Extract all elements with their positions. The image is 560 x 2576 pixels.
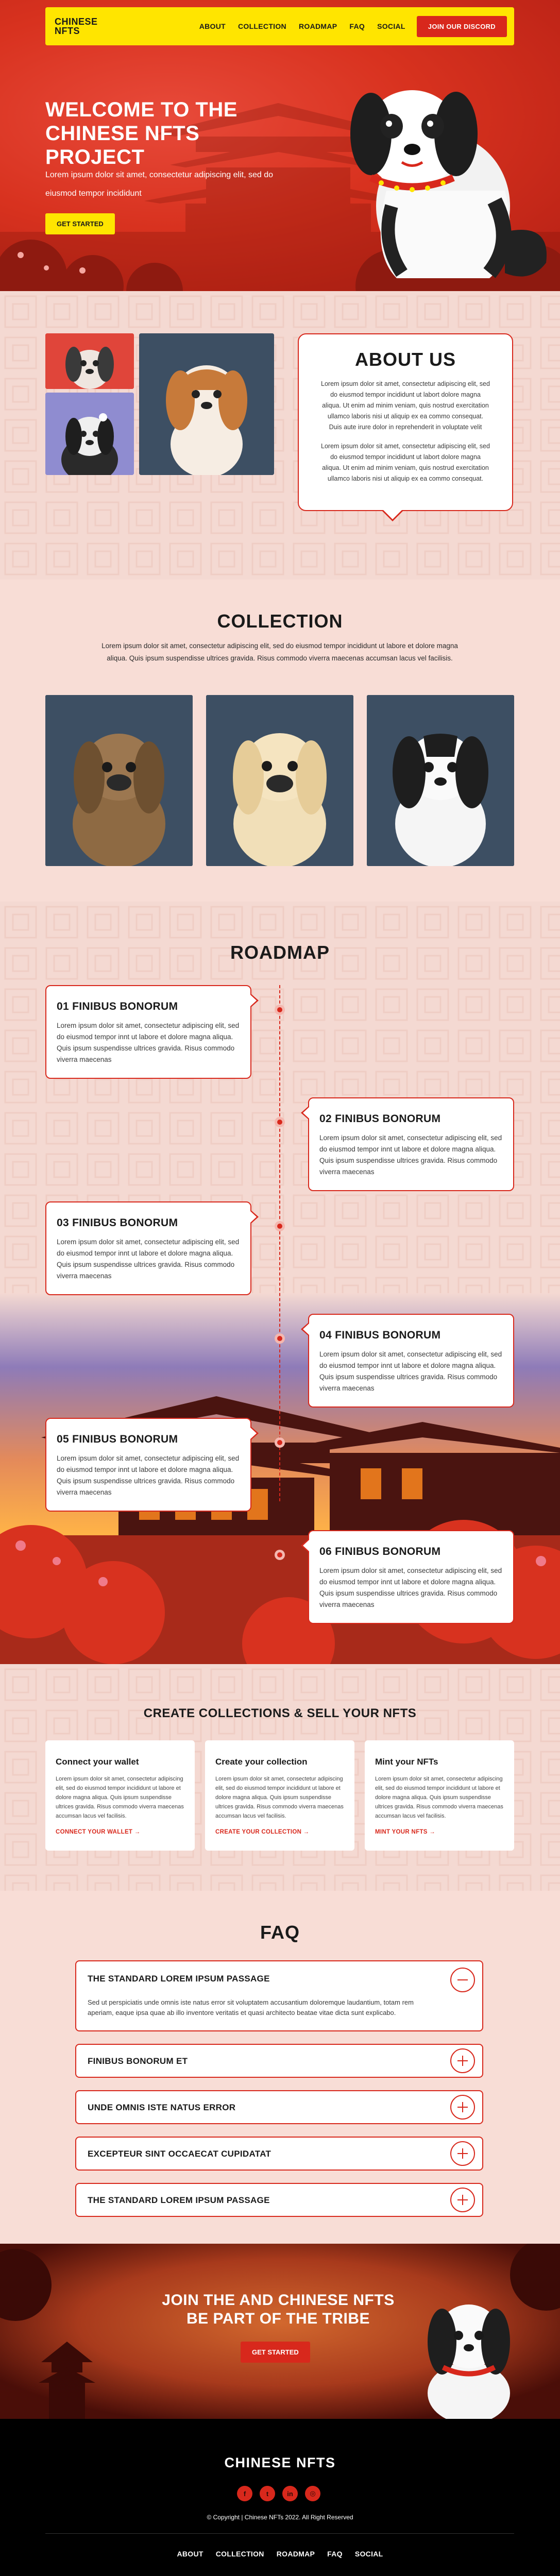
- hero-subtitle: Lorem ipsum dolor sit amet, consectetur adipiscing elit, sed do eiusmod tempor incididunt: [45, 171, 273, 198]
- join-discord-button[interactable]: JOIN OUR DISCORD: [417, 16, 507, 37]
- faq-question: THE STANDARD LOREM IPSUM PASSAGE: [88, 2195, 270, 2205]
- timeline-dot-2: [275, 1117, 285, 1127]
- create-collections-section: [0, 1664, 560, 1891]
- social-icons: [237, 2486, 320, 2501]
- create-card-title: Create your collection: [215, 1757, 308, 1767]
- timeline-dot-3: [275, 1221, 285, 1231]
- faq-item-4[interactable]: [75, 2137, 483, 2171]
- expand-plus-icon[interactable]: [450, 2188, 475, 2212]
- faq-item-1[interactable]: [75, 1960, 483, 2031]
- footer-link-collection[interactable]: COLLECTION: [215, 2550, 264, 2558]
- footer-link-faq[interactable]: FAQ: [327, 2550, 343, 2558]
- logo-line-2: NFTS: [55, 26, 80, 36]
- faq-title: FAQ: [260, 1922, 300, 1943]
- site-logo[interactable]: [55, 17, 116, 36]
- create-collection-link[interactable]: CREATE YOUR COLLECTION →: [215, 1829, 310, 1835]
- roadmap-section: [0, 902, 560, 1664]
- join-background-image: [0, 2244, 560, 2419]
- faq-item-5[interactable]: [75, 2183, 483, 2217]
- about-paragraph-1: Lorem ipsum dolor sit amet, consectetur adipiscing elit, sed do eiusmod tempor incididunt ut labort dolore magna aliqua. Ut enim ad minim veniam, quis nostrud exercitation ullamco laboris nisi ut aliquip ex ea commo consequat. Duis aute irure dolor in reprehenderit in voluptate velit: [321, 380, 490, 431]
- faq-item-3[interactable]: [75, 2090, 483, 2124]
- collection-item-2[interactable]: [206, 695, 353, 866]
- about-dog-image-3: [139, 333, 274, 475]
- create-card-mint-nfts: [365, 1740, 514, 1851]
- roadmap-card-5: [45, 1418, 251, 1512]
- nav-links: [199, 22, 405, 30]
- faq-item-2[interactable]: [75, 2044, 483, 2078]
- mint-nfts-link[interactable]: MINT YOUR NFTS →: [375, 1829, 436, 1835]
- create-card-create-collection: [205, 1740, 354, 1851]
- collection-item-1[interactable]: [45, 695, 193, 866]
- collection-section: [0, 580, 560, 902]
- collapse-minus-icon[interactable]: [450, 1968, 475, 1992]
- footer-divider: [45, 2533, 514, 2534]
- timeline-dot-1: [275, 1005, 285, 1015]
- logo-line-1: CHINESE: [55, 16, 98, 27]
- twitter-icon[interactable]: t: [260, 2486, 275, 2501]
- nav-link-collection[interactable]: COLLECTION: [237, 22, 286, 30]
- about-dog-image-2: [45, 393, 134, 475]
- create-card-text: Lorem ipsum dolor sit amet, consectetur adipiscing elit, sed do eiusmod tempor incididunt ut labore et dolore magna aliqua. Quis ipsum suspendisse ultrices gravida. Risus commodo viverra maecenas accumsan lacus vel facilisis.: [215, 1776, 344, 1819]
- create-card-title: Connect your wallet: [56, 1757, 139, 1767]
- nav-link-faq[interactable]: FAQ: [349, 22, 365, 30]
- collection-description: Lorem ipsum dolor sit amet, consectetur adipiscing elit, sed do eiusmod tempor incididunt ut labore et dolore magna aliqua. Quis ipsum suspendisse ultrices gravida. Risus commodo viverra maecenas accumsan lacus vel facilisis.: [101, 642, 458, 662]
- roadmap-card-text: Lorem ipsum dolor sit amet, consectetur adipiscing elit, sed do eiusmod tempor innt ut labore et dolore magna aliqua. Quis ipsum suspendisse ultrices gravida. Risus commodo viverra maecenas: [319, 1350, 502, 1392]
- collection-item-3[interactable]: [367, 695, 514, 866]
- roadmap-card-4: [308, 1314, 514, 1408]
- copyright-text: © Copyright | Chinese NFTs 2022. All Right Reserved: [207, 2514, 353, 2521]
- hero-section: [0, 0, 560, 291]
- expand-plus-icon[interactable]: [450, 2141, 475, 2166]
- instagram-icon[interactable]: ◎: [305, 2486, 320, 2501]
- create-card-text: Lorem ipsum dolor sit amet, consectetur adipiscing elit, sed do eiusmod tempor incididunt ut labore et dolore magna aliqua. Quis ipsum suspendisse ultrices gravida. Risus commodo viverra maecenas accumsan lacus vel facilisis.: [56, 1776, 184, 1819]
- timeline-dot-4: [275, 1333, 285, 1344]
- nav-link-social[interactable]: SOCIAL: [377, 22, 405, 30]
- about-paragraph-2: Lorem ipsum dolor sit amet, consectetur adipiscing elit, sed do eiusmod tempor incididunt ut labort dolore magna aliqua. Ut enim ad minim veniam, quis nostrud exercitation ullamco laboris nisi ut aliquip ex ea commo consequat.: [321, 443, 490, 482]
- timeline-dot-6: [275, 1550, 285, 1560]
- roadmap-card-title: 04 FINIBUS BONORUM: [319, 1329, 441, 1341]
- roadmap-card-2: [308, 1097, 514, 1191]
- faq-section: [0, 1891, 560, 2244]
- roadmap-timeline-line: [279, 985, 280, 1501]
- join-title: [124, 2291, 433, 2328]
- create-card-connect-wallet: [45, 1740, 195, 1851]
- faq-answer: Sed ut perspiciatis unde omnis iste natus error sit voluptatem accusantium doloremque laudantium, totam rem aperiam, eaque ipsa quae ab illo inventore veritatis et quasi architecto beatae vitae dicta sunt explicabo.: [88, 1998, 414, 2016]
- expand-plus-icon[interactable]: [450, 2048, 475, 2073]
- roadmap-card-title: 01 FINIBUS BONORUM: [57, 1001, 178, 1012]
- roadmap-card-6: [308, 1530, 514, 1624]
- footer: [0, 2419, 560, 2576]
- about-dog-image-1: [45, 333, 134, 389]
- roadmap-card-title: 05 FINIBUS BONORUM: [57, 1433, 178, 1445]
- join-title-line-1: JOIN THE AND CHINESE NFTS: [162, 2292, 395, 2309]
- faq-question: FINIBUS BONORUM ET: [88, 2056, 188, 2066]
- expand-plus-icon[interactable]: [450, 2095, 475, 2120]
- roadmap-card-text: Lorem ipsum dolor sit amet, consectetur adipiscing elit, sed do eiusmod tempor innt ut labore et dolore magna aliqua. Quis ipsum suspendisse ultrices gravida. Risus commodo viverra maecenas: [319, 1134, 502, 1176]
- roadmap-card-text: Lorem ipsum dolor sit amet, consectetur adipiscing elit, sed do eiusmod tempor innt ut labore et dolore magna aliqua. Quis ipsum suspendisse ultrices gravida. Risus commodo viverra maecenas: [319, 1567, 502, 1608]
- roadmap-title: ROADMAP: [230, 942, 330, 963]
- timeline-dot-5: [275, 1437, 285, 1448]
- roadmap-card-text: Lorem ipsum dolor sit amet, consectetur adipiscing elit, sed do eiusmod tempor innt ut labore et dolore magna aliqua. Quis ipsum suspendisse ultrices gravida. Risus commodo viverra maecenas: [57, 1454, 240, 1496]
- linkedin-icon[interactable]: in: [282, 2486, 298, 2501]
- about-section: [0, 291, 560, 580]
- footer-logo[interactable]: CHINESE NFTS: [224, 2455, 336, 2470]
- join-tribe-section: [0, 2244, 560, 2419]
- faq-question: UNDE OMNIS ISTE NATUS ERROR: [88, 2103, 236, 2112]
- facebook-icon[interactable]: f: [237, 2486, 252, 2501]
- roadmap-card-1: [45, 985, 251, 1079]
- nav-link-roadmap[interactable]: ROADMAP: [298, 22, 337, 30]
- join-get-started-button[interactable]: GET STARTED: [241, 2342, 310, 2363]
- create-card-text: Lorem ipsum dolor sit amet, consectetur adipiscing elit, sed do eiusmod tempor incididunt ut labore et dolore magna aliqua. Quis ipsum suspendisse ultrices gravida. Risus commodo viverra maecenas accumsan lacus vel facilisis.: [375, 1776, 503, 1819]
- hero-dog-illustration: [309, 36, 556, 291]
- footer-nav: [0, 2550, 560, 2558]
- faq-question: THE STANDARD LOREM IPSUM PASSAGE: [88, 1974, 270, 1984]
- create-title: CREATE COLLECTIONS & SELL YOUR NFTS: [143, 1706, 417, 1720]
- roadmap-card-title: 06 FINIBUS BONORUM: [319, 1546, 441, 1557]
- create-card-title: Mint your NFTs: [375, 1757, 438, 1767]
- roadmap-card-3: [45, 1201, 251, 1295]
- footer-link-about[interactable]: ABOUT: [177, 2550, 203, 2558]
- about-card: [298, 333, 513, 511]
- roadmap-card-title: 03 FINIBUS BONORUM: [57, 1217, 178, 1229]
- hero-title: WELCOME TO THE CHINESE NFTS PROJECT: [45, 98, 237, 168]
- roadmap-card-text: Lorem ipsum dolor sit amet, consectetur adipiscing elit, sed do eiusmod tempor innt ut labore et dolore magna aliqua. Quis ipsum suspendisse ultrices gravida. Risus commodo viverra maecenas: [57, 1022, 240, 1063]
- roadmap-card-text: Lorem ipsum dolor sit amet, consectetur adipiscing elit, sed do eiusmod tempor innt ut labore et dolore magna aliqua. Quis ipsum suspendisse ultrices gravida. Risus commodo viverra maecenas: [57, 1238, 240, 1280]
- faq-question: EXCEPTEUR SINT OCCAECAT CUPIDATAT: [88, 2149, 271, 2159]
- roadmap-card-title: 02 FINIBUS BONORUM: [319, 1113, 441, 1125]
- nav-link-about[interactable]: ABOUT: [199, 22, 226, 30]
- collection-title: COLLECTION: [217, 611, 343, 632]
- hero-get-started-button[interactable]: GET STARTED: [45, 213, 115, 234]
- footer-link-social[interactable]: SOCIAL: [354, 2550, 383, 2558]
- footer-link-roadmap[interactable]: ROADMAP: [276, 2550, 315, 2558]
- connect-wallet-link[interactable]: CONNECT YOUR WALLET →: [56, 1829, 141, 1835]
- join-title-line-2: BE PART OF THE TRIBE: [186, 2310, 370, 2327]
- about-title: ABOUT US: [355, 349, 456, 370]
